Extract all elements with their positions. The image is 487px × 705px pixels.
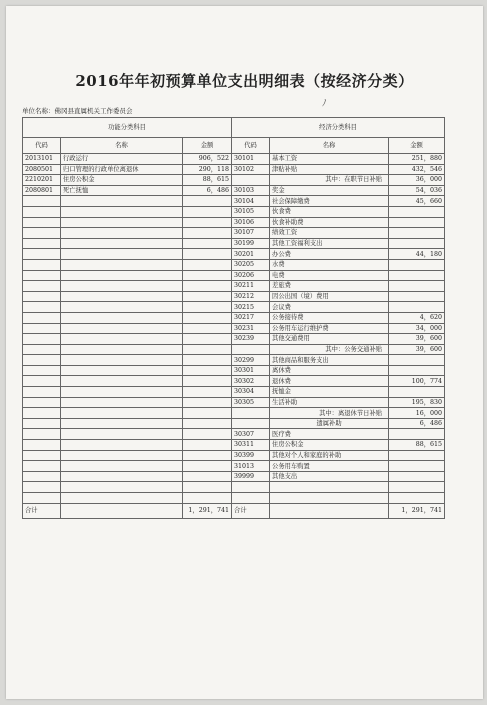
functional-code-cell [23,461,61,472]
table-row [23,376,445,387]
economic-name-cell: 其中：在职节日补贴 [270,175,389,186]
functional-code-cell [23,493,61,504]
functional-code-cell [23,334,61,345]
economic-name-cell: 其他商品和服务支出 [270,355,389,366]
total-amount-right: 1，291，741 [389,503,445,518]
economic-amount-cell: 100，774 [389,376,445,387]
economic-code-cell [232,408,270,419]
economic-name-cell: 绩效工资 [270,228,389,239]
functional-code-cell: 2013101 [23,154,61,165]
economic-amount-cell [389,471,445,482]
pen-mark: ﾉ [322,99,327,109]
economic-name-cell [270,493,389,504]
functional-code-cell: 2080501 [23,164,61,175]
economic-amount-cell [389,493,445,504]
functional-name-cell [61,408,183,419]
table-row [23,154,445,165]
functional-code-cell [23,196,61,207]
economic-code-cell: 30105 [232,206,270,217]
economic-amount-cell [389,270,445,281]
functional-code-cell [23,440,61,451]
table-row [23,355,445,366]
table-row [23,387,445,398]
economic-name-cell: 因公出国（境）费用 [270,291,389,302]
functional-name-cell [61,376,183,387]
functional-amount-cell [183,196,232,207]
functional-code-cell [23,408,61,419]
functional-name-cell [61,344,183,355]
economic-amount-cell: 6，486 [389,418,445,429]
economic-code-cell: 30301 [232,365,270,376]
economic-code-cell: 30311 [232,440,270,451]
economic-amount-cell: 36，000 [389,175,445,186]
economic-amount-cell: 54，036 [389,185,445,196]
table-row [23,418,445,429]
functional-amount-cell [183,493,232,504]
economic-code-cell: 30217 [232,312,270,323]
economic-code-cell [232,175,270,186]
economic-code-cell: 30211 [232,281,270,292]
functional-amount-cell [183,312,232,323]
economic-amount-cell: 195，830 [389,397,445,408]
functional-amount-cell [183,334,232,345]
table-row [23,185,445,196]
economic-name-cell: 差旅费 [270,281,389,292]
functional-code-cell [23,397,61,408]
functional-name-cell [61,397,183,408]
economic-code-cell: 30101 [232,154,270,165]
economic-code-cell: 30201 [232,249,270,260]
economic-name-cell: 退休费 [270,376,389,387]
col-name-left: 名称 [61,138,183,154]
economic-code-cell: 30302 [232,376,270,387]
functional-code-cell [23,312,61,323]
table-row [23,206,445,217]
economic-name-cell [270,482,389,493]
economic-amount-cell [389,217,445,228]
functional-header: 功能分类科目 [23,118,232,138]
economic-amount-cell [389,281,445,292]
functional-amount-cell [183,217,232,228]
table-row [23,365,445,376]
economic-name-cell: 抚恤金 [270,387,389,398]
economic-amount-cell: 39，600 [389,334,445,345]
functional-code-cell [23,471,61,482]
functional-code-cell [23,323,61,334]
economic-name-cell: 公务用车购置 [270,461,389,472]
table-row [23,228,445,239]
economic-amount-cell [389,387,445,398]
economic-amount-cell: 34，000 [389,323,445,334]
unit-name: 单位名称：佛冈县直属机关工作委员会 [22,107,133,115]
functional-code-cell [23,302,61,313]
economic-amount-cell: 39，600 [389,344,445,355]
functional-name-cell [61,228,183,239]
functional-code-cell [23,450,61,461]
functional-code-cell [23,365,61,376]
functional-amount-cell [183,387,232,398]
functional-name-cell: 住房公积金 [61,175,183,186]
economic-amount-cell: 251，880 [389,154,445,165]
economic-name-cell: 遗属补助 [270,418,389,429]
economic-name-cell: 其他交通费用 [270,334,389,345]
economic-amount-cell [389,482,445,493]
total-amount-left: 1，291，741 [183,503,232,518]
economic-name-cell: 其他对个人和家庭的补助 [270,450,389,461]
economic-name-cell: 奖金 [270,185,389,196]
functional-amount-cell [183,461,232,472]
functional-amount-cell: 6，486 [183,185,232,196]
functional-amount-cell [183,206,232,217]
economic-code-cell: 39999 [232,471,270,482]
functional-code-cell [23,281,61,292]
economic-amount-cell [389,429,445,440]
functional-name-cell: 死亡抚恤 [61,185,183,196]
economic-amount-cell [389,238,445,249]
economic-amount-cell: 88，615 [389,440,445,451]
economic-code-cell [232,482,270,493]
economic-code-cell: 30305 [232,397,270,408]
functional-code-cell [23,206,61,217]
functional-amount-cell [183,302,232,313]
functional-amount-cell [183,418,232,429]
economic-name-cell: 医疗费 [270,429,389,440]
functional-name-cell [61,206,183,217]
functional-name-cell [61,196,183,207]
functional-name-cell [61,482,183,493]
functional-code-cell [23,259,61,270]
economic-code-cell: 30103 [232,185,270,196]
economic-code-cell: 30102 [232,164,270,175]
functional-name-cell [61,217,183,228]
col-amount-right: 金额 [389,138,445,154]
functional-name-cell [61,281,183,292]
functional-name-cell [61,471,183,482]
functional-code-cell [23,429,61,440]
functional-amount-cell [183,355,232,366]
table-row [23,249,445,260]
functional-name-cell: 归口管理的行政单位离退休 [61,164,183,175]
functional-code-cell [23,249,61,260]
functional-name-cell [61,355,183,366]
functional-code-cell [23,344,61,355]
economic-name-cell: 其他支出 [270,471,389,482]
functional-amount-cell [183,365,232,376]
table-row [23,471,445,482]
economic-amount-cell: 44，180 [389,249,445,260]
table-row [23,217,445,228]
functional-amount-cell [183,344,232,355]
functional-name-cell [61,291,183,302]
functional-name-cell [61,440,183,451]
functional-name-cell [61,259,183,270]
functional-name-cell [61,450,183,461]
functional-amount-cell [183,281,232,292]
economic-code-cell: 30199 [232,238,270,249]
economic-amount-cell [389,206,445,217]
table-row [23,397,445,408]
table-row [23,175,445,186]
total-row [23,503,445,518]
economic-name-cell: 伙食补助费 [270,217,389,228]
table-row [23,334,445,345]
functional-name-cell [61,302,183,313]
economic-name-cell: 生活补助 [270,397,389,408]
document-page [6,6,483,699]
economic-amount-cell [389,365,445,376]
functional-code-cell [23,291,61,302]
economic-amount-cell [389,228,445,239]
economic-name-cell: 离休费 [270,365,389,376]
economic-code-cell: 30106 [232,217,270,228]
functional-name-cell [61,493,183,504]
functional-code-cell: 2210201 [23,175,61,186]
total-spacer-left [61,503,183,518]
functional-amount-cell [183,471,232,482]
functional-amount-cell [183,482,232,493]
functional-amount-cell [183,376,232,387]
economic-name-cell: 其中：公务交通补贴 [270,344,389,355]
economic-name-cell: 水费 [270,259,389,270]
economic-code-cell: 30399 [232,450,270,461]
functional-code-cell [23,376,61,387]
col-name-right: 名称 [270,138,389,154]
economic-name-cell: 其他工资福利支出 [270,238,389,249]
economic-amount-cell [389,355,445,366]
economic-amount-cell: 16，000 [389,408,445,419]
economic-code-cell: 30212 [232,291,270,302]
functional-name-cell [61,387,183,398]
table-row [23,323,445,334]
functional-name-cell [61,418,183,429]
table-row [23,344,445,355]
functional-amount-cell [183,408,232,419]
functional-amount-cell [183,323,232,334]
economic-amount-cell [389,259,445,270]
functional-amount-cell: 88，615 [183,175,232,186]
economic-code-cell: 30304 [232,387,270,398]
functional-amount-cell [183,238,232,249]
functional-name-cell [61,249,183,260]
economic-code-cell: 30215 [232,302,270,313]
functional-amount-cell [183,270,232,281]
economic-name-cell: 电费 [270,270,389,281]
functional-name-cell [61,334,183,345]
table-row [23,291,445,302]
functional-amount-cell: 906，522 [183,154,232,165]
economic-code-cell: 30231 [232,323,270,334]
economic-name-cell: 社会保障缴费 [270,196,389,207]
economic-code-cell [232,344,270,355]
functional-name-cell [61,270,183,281]
table-group-header [23,118,445,138]
table-column-header [23,138,445,154]
table-row [23,482,445,493]
functional-code-cell: 2080801 [23,185,61,196]
economic-code-cell: 30107 [232,228,270,239]
table-row [23,493,445,504]
functional-code-cell [23,270,61,281]
total-spacer-right [270,503,389,518]
functional-name-cell [61,238,183,249]
functional-name-cell [61,429,183,440]
table-row [23,429,445,440]
table-row [23,440,445,451]
economic-code-cell: 30307 [232,429,270,440]
economic-code-cell: 30205 [232,259,270,270]
economic-amount-cell: 4，620 [389,312,445,323]
economic-amount-cell [389,291,445,302]
economic-name-cell: 住房公积金 [270,440,389,451]
table-row [23,450,445,461]
economic-code-cell [232,418,270,429]
economic-code-cell [232,493,270,504]
col-amount-left: 金额 [183,138,232,154]
functional-name-cell [61,312,183,323]
functional-amount-cell [183,259,232,270]
table-row [23,461,445,472]
table-row [23,270,445,281]
functional-code-cell [23,228,61,239]
functional-code-cell [23,355,61,366]
economic-amount-cell [389,302,445,313]
functional-amount-cell [183,228,232,239]
functional-amount-cell [183,429,232,440]
economic-name-cell: 办公费 [270,249,389,260]
functional-code-cell [23,217,61,228]
economic-name-cell: 津贴补贴 [270,164,389,175]
col-code-left: 代码 [23,138,61,154]
table-row [23,164,445,175]
economic-code-cell: 30299 [232,355,270,366]
economic-code-cell: 30104 [232,196,270,207]
functional-name-cell [61,323,183,334]
page-title: 2016年年初预算单位支出明细表（按经济分类） [75,72,414,90]
functional-code-cell [23,418,61,429]
economic-name-cell: 公务接待费 [270,312,389,323]
table-row [23,312,445,323]
economic-code-cell: 30206 [232,270,270,281]
expenditure-table [22,117,445,519]
table-row [23,408,445,419]
economic-name-cell: 公务用车运行维护费 [270,323,389,334]
economic-amount-cell [389,450,445,461]
economic-header: 经济分类科目 [232,118,445,138]
total-label-right: 合计 [232,503,270,518]
table-row [23,196,445,207]
economic-code-cell: 30239 [232,334,270,345]
functional-amount-cell [183,450,232,461]
economic-name-cell: 其中：离退休节日补贴 [270,408,389,419]
functional-amount-cell: 290，118 [183,164,232,175]
economic-amount-cell: 432，546 [389,164,445,175]
functional-code-cell [23,482,61,493]
economic-name-cell: 基本工资 [270,154,389,165]
functional-name-cell [61,461,183,472]
functional-amount-cell [183,291,232,302]
functional-amount-cell [183,440,232,451]
economic-name-cell: 伙食费 [270,206,389,217]
col-code-right: 代码 [232,138,270,154]
economic-amount-cell [389,461,445,472]
economic-code-cell: 31013 [232,461,270,472]
functional-code-cell [23,238,61,249]
total-label-left: 合计 [23,503,61,518]
economic-name-cell: 会议费 [270,302,389,313]
functional-code-cell [23,387,61,398]
table-row [23,281,445,292]
functional-amount-cell [183,397,232,408]
economic-amount-cell: 45，660 [389,196,445,207]
table-row [23,238,445,249]
table-row [23,259,445,270]
functional-name-cell [61,365,183,376]
table-row [23,302,445,313]
functional-name-cell: 行政运行 [61,154,183,165]
functional-amount-cell [183,249,232,260]
